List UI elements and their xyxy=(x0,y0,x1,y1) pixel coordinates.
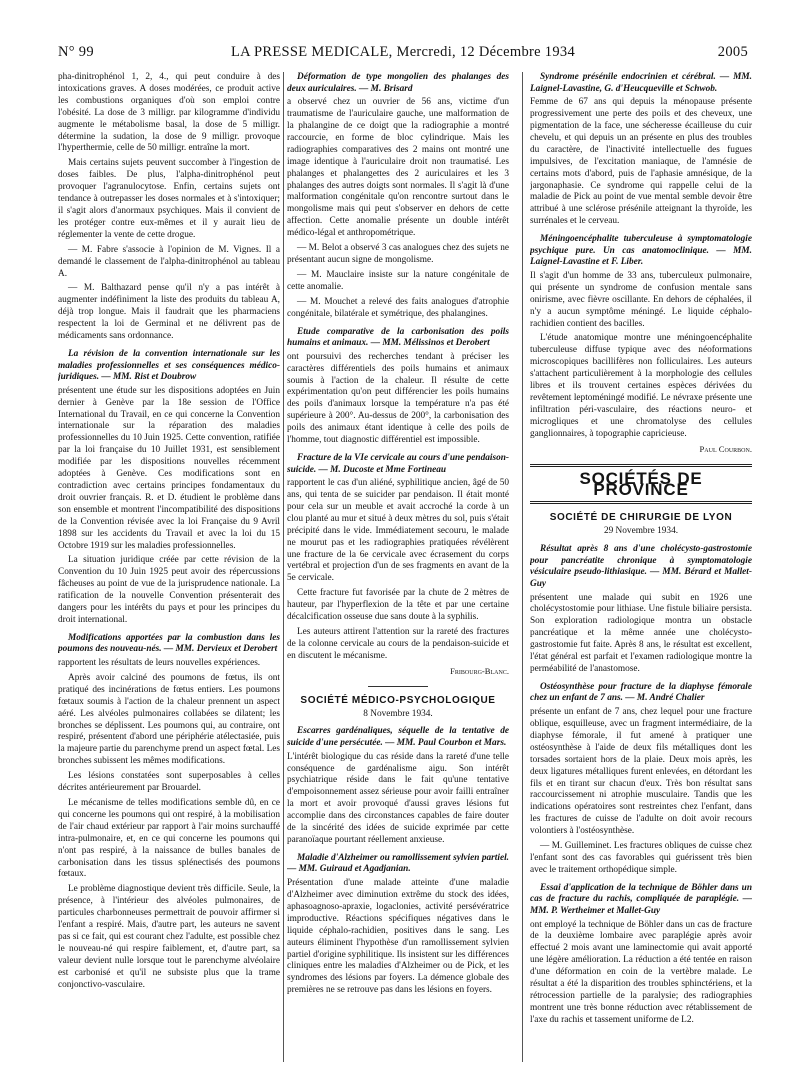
article-heading: Résultat après 8 ans d'une cholécysto-gastrostomie pour pancréatite chronique à symptomatologie vésiculaire pseudo-lithiasique. — MM. Bérard et Mallet-Guy xyxy=(530,544,752,589)
article-heading: Essai d'application de la technique de Böhler dans un cas de fracture du rachis, compliquée de paraplégie. — MM. P. Wertheimer et Mallet-Guy xyxy=(530,882,752,916)
paragraph: Les lésions constatées sont superposables à celles décrites antérieurement par Brouardel. xyxy=(58,771,280,794)
paragraph: Le problème diagnostique devient très difficile. Seule, la présence, à l'intérieur des alvéoles pulmonaires, de particules charbonneuses permettrait de pouvoir affirmer si l'enfant a respiré. Mais, d'autre part, les auteurs ne savent pas si ce fait, qui est courant chez l'adulte, est possible chez le nouveau-né qui respire faiblement, et, d'autre part, sa valeur devient nulle lorsque tout le parenchyme alvéolaire est carbonisé et qu'il ne subsiste plus que la trame conjonctivo-vasculaire. xyxy=(58,884,280,990)
paragraph: a observé chez un ouvrier de 56 ans, victime d'un traumatisme de l'auriculaire gauche, une malformation de la phalangine de ce doigt que la radiographie a montré raccourcie, en forme de bloc cylindrique. Mais les radiographies comparatives des 2 mains ont montré une image identique à l'auriculaire droit non traumatisé. Les phalanges et phalangettes des 2 auriculaires et les 3 phalanges des autres doigts sont normales. Il s'agit là d'une malformation congénitale qu'on rencontre surtout dans le mongolisme mais qui peut s'observer en dehors de cette affection. Cette anomalie présente un double intérêt médico-légal et anthropométrique. xyxy=(287,97,509,239)
society-heading: SOCIÉTÉ MÉDICO-PSYCHOLOGIQUE xyxy=(300,694,496,706)
article-heading: Ostéosynthèse pour fracture de la diaphyse fémorale chez un enfant de 7 ans. — M. André Chalier xyxy=(530,681,752,704)
column-divider xyxy=(522,72,523,1062)
article-heading: Maladie d'Alzheimer ou ramollissement sylvien partiel. — MM. Guiraud et Agadjanian. xyxy=(287,852,509,875)
paragraph: Présentation d'une malade atteinte d'une maladie d'Alzheimer avec diminution extrême du stock des idées, aphasoagnoso-apraxie, logaclonies, activité persévératrice improductive. Réactions spécifiques négatives dans le liquide céphalo-rachidien, positives dans le sang. Les auteurs éliminent l'hypothèse d'un ramollissement sylvien partiel d'origine syphilitique. Ils insistent sur les différences cliniques entre les maladies d'Alzheimer ou de Pick, et les syndromes des lésions par foyers. La démence globale des premières ne se retrouve pas dans les lésions en foyers. xyxy=(287,878,509,996)
paragraph: présentent une malade qui subit en 1926 une cholécystostomie pour lithiase. Une fistule biliaire persista. Son exploration radiologique montra un obstacle pancréatique et la même année une cholécysto-gastrostomie fut faite. Après 8 ans, le résultat est excellent, l'état général est parfait et l'examen radiologique montre la perméabilité de l'anastomose. xyxy=(530,592,752,674)
author-signature: Fribourg-Blanc. xyxy=(450,665,509,676)
paragraph: Le mécanisme de telles modifications semble dû, en ce qui concerne les poumons qui ont respiré, à la mobilisation de l'air chaud extérieur par rapport à l'air moins surchauffé intra-pulmonaire, et, en ce qui concerne les poumons qui n'ont pas respiré, à la naissance de bulles banales de carbonisation dans les tissus splénectisés des poumons fœtaux. xyxy=(58,798,280,880)
paragraph: présente un enfant de 7 ans, chez lequel pour une fracture oblique, esquilleuse, avec un fragment intermédiaire, de la diaphyse fémorale, il fut amené à pratiquer une ostéosynthèse à l'aide de deux fils métalliques dont les torsades sortaient hors de la plaie. Deux mois après, les deux ligatures métalliques furent enlevées, en détordant les fils et en tirant sur chacun d'eux. Très bon résultat sans raccourcissement ni atrophie musculaire. Tandis que les indications opératoires sont restreintes chez l'enfant, dans les fractures de cuisse de l'adulte on doit avoir recours volontiers à l'ostéosynthèse. xyxy=(530,707,752,837)
paragraph: Les auteurs attirent l'attention sur la rareté des fractures de la colonne cervicale au cours de la pendaison-suicide et en discutent le mécanisme. xyxy=(287,627,509,661)
issue-number: N° 99 xyxy=(58,44,94,60)
paragraph: — M. Belot a observé 3 cas analogues chez des sujets ne présentant aucun signe de mongolisme. xyxy=(287,243,509,265)
paragraph: — M. Mauclaire insiste sur la nature congénitale de cette anomalie. xyxy=(287,269,509,292)
paragraph: Femme de 67 ans qui depuis la ménopause présente progressivement une perte des poils et des cheveux, une pigmentation de la face, une sécheresse écailleuse du cuir chevelu, et qui depuis un an présente en plus des troubles du caractère, de l'inactivité intellectuelle des fugues impulsives, de l'excitation maniaque, de l'amnésie de certains mots d'abord, puis de l'aphasie amnésique, de la jargonaphasie. Ce syndrome qui rappelle celui de la maladie de Pick au point de vue mental semble devoir être attribué à une sclérose présénile atteignant la thyroïde, les surrénales et le cerveau. xyxy=(530,97,752,227)
paragraph: ont poursuivi des recherches tendant à préciser les caractères différentiels des poils humains et animaux soumis à l'action de la chaleur. Il résulte de cette expérimentation qu'on peut différencier les poils humains des poils d'animaux lorsque la température n'a pas été supérieure à 200°. Au-dessus de 200°, la carbonisation des poils des animaux étant identique à celle des poils de l'homme, tout diagnostic différentiel est impossible. xyxy=(287,351,509,446)
paragraph: — M. Guilleminet. Les fractures obliques de cuisse chez l'enfant sont des cas favorables qui guérissent très bien avec le traitement orthopédique simple. xyxy=(530,841,752,875)
author-signature: Paul Courbon. xyxy=(699,443,752,454)
session-date: 29 Novembre 1934. xyxy=(603,526,679,537)
paragraph: — M. Balthazard pense qu'il n'y a pas intérêt à augmenter indéfiniment la liste des produits du tableau A, déjà trop longue. Mais il faudrait que les pharmaciens respectent la loi de Germinal et ne délivrent pas de médicaments sans ordonnance. xyxy=(58,283,280,342)
article-heading: Fracture de la VIe cervicale au cours d'une pendaison-suicide. — M. Ducoste et Mme Fortineau xyxy=(287,452,509,475)
paragraph: rapportent le cas d'un aliéné, syphilitique ancien, âgé de 50 ans, qui tenta de se suicider par pendaison. Il était monté pour cela sur un meuble et avait accroché la corde à un clou planté au mur et situé à deux mètres du sol, puis s'était précipité dans le vide. Immédiatement secouru, le malade ne mourut pas et les radiographies pratiquées révélèrent une fracture de la 6e cervicale avec écrasement du corps vertébral et projection d'un de ses fragments en avant de la 5e cervicale. xyxy=(287,478,509,584)
paragraph: — M. Mouchet a relevé des faits analogues d'atrophie congénitale, bilatérale et symétrique, des phalangines. xyxy=(287,296,509,319)
paragraph: pha-dinitrophénol 1, 2, 4., qui peut conduire à des intoxications graves. A doses modérées, ce produit active les combustions organiques d'où son emploi contre l'obésité. La dose de 3 milligr. par kilogramme d'individu augmente le métabolisme basal, la dose de 5 milligr. détermine la sudation, la dose de 9 milligr. provoque l'hyperthermie, celle de 50 milligr. entraîne la mort. xyxy=(58,72,280,154)
paragraph: L'intérêt biologique du cas réside dans la rareté d'une telle conséquence de gardénalisme aigu. Son intérêt psychiatrique réside dans le fait qu'une tentative d'empoisonnement assez sérieuse pour avoir failli entraîner la mort et avoir provoqué d'aussi graves lésions fut accomplie dans des circonstances capables de faire douter de la sincérité des idées de suicide exprimée par cette paranoïaque pourtant réellement anxieuse. xyxy=(287,751,509,845)
article-heading: Méningoencéphalite tuberculeuse à symptomatologie psychique pure. Un cas anatomoclinique. — MM. Laignel-Lavastine et F. Liber. xyxy=(530,234,752,268)
section-banner: SOCIÉTÉS DE PROVINCE xyxy=(530,464,752,505)
paragraph: rapportent les résultats de leurs nouvelles expériences. xyxy=(58,658,261,669)
article-heading: Déformation de type mongolien des phalanges des deux auriculaires. — M. Brisard xyxy=(287,72,509,94)
paragraph: Cette fracture fut favorisée par la chute de 2 mètres de hauteur, par l'hyperflexion de la tête et par une certaine décalcification osseuse due sans doute à la syphilis. xyxy=(287,588,509,623)
article-heading: Escarres gardénaliques, séquelle de la tentative de suicide d'une persécutée. — MM. Paul Courbon et Mars. xyxy=(287,726,509,749)
section-separator xyxy=(368,686,428,687)
article-heading: Modifications apportées par la combustion dans les poumons des nouveau-nés. — MM. Dervieux et Derobert xyxy=(58,632,280,655)
society-heading: SOCIÉTÉ DE CHIRURGIE DE LYON xyxy=(549,512,733,524)
article-heading: Syndrome présénile endocrinien et cérébral. — MM. Laignel-Lavastine, G. d'Heucqueville et Schwob. xyxy=(530,72,752,94)
session-date: 8 Novembre 1934. xyxy=(363,708,433,719)
paragraph: L'étude anatomique montre une méningoencéphalite tuberculeuse diffuse typique avec des néoformations microscopiques bacillifères non folliculaires. Les auteurs s'attachent particulièrement à la morphologie des cellules libres et ils trouvent certaines espèces dérivées du revêtement leptoméningé modifié. Le névraxe présente une infiltration péri-vasculaire, des réactions neuro- et microgliques et une chromatolyse des cellules ganglionnaires, à topographie capricieuse. xyxy=(530,333,752,439)
page-header xyxy=(58,44,748,64)
publication-title: LA PRESSE MEDICALE, Mercredi, 12 Décembre 1934 xyxy=(230,44,576,60)
paragraph: présentent une étude sur les dispositions adoptées en Juin dernier à Genève par la 18e session de l'Office International du Travail, en ce qui concerne la Convention internationale sur la réparation des maladies professionnelles du 10 Juin 1925. Cette convention, ratifiée par la loi française du 10 Juillet 1931, est sensiblement modifiée par les dispositions nouvelles récemment adoptées à Genève. Ces modifications sont en contradiction avec certains principes fondamentaux du droit ouvrier français. R. et D. étudient le problème dans son ensemble et montrent l'incompatibilité des dispositions de la Convention révisée avec la loi Française du 9 Avril 1898 sur les accidents du Travail et avec la loi du 15 Octobre 1919 sur les maladies professionnelles. xyxy=(58,385,280,551)
paragraph: La situation juridique créée par cette révision de la Convention du 10 Juin 1925 peut avoir des répercussions fâcheuses au point de vue de la jurisprudence nationale. La ratification de la nouvelle Convention présenterait des dangers pour les intérêts du pays et pour les principes du droit international. xyxy=(58,555,280,625)
column-divider xyxy=(283,72,284,1062)
article-heading: Etude comparative de la carbonisation des poils humains et animaux. — MM. Mélissinos et Derobert xyxy=(287,326,509,349)
paragraph: — M. Fabre s'associe à l'opinion de M. Vignes. Il a demandé le classement de l'alpha-dinitrophénol au tableau A. xyxy=(58,244,280,279)
column-3 xyxy=(530,72,752,1068)
paragraph: ont employé la technique de Böhler dans un cas de fracture de la deuxième lombaire avec paraplégie après avoir effectué 2 mois avant une laminectomie qui avait apporté une légère amélioration. La réduction a été tentée en raison d'une déformation en coin de la vertèbre malade. Le résultat a été la disparition des troubles sphinctériens, et la rétrocession partielle de la paralysie; des radiographies montrent une très bonne réduction avec rétablissement de l'axe du rachis et tassement uniforme de L2. xyxy=(530,919,752,1025)
column-1 xyxy=(58,72,280,1068)
page-number: 2005 xyxy=(717,44,748,60)
article-heading: La révision de la convention internationale sur les maladies professionnelles et ses conséquences médico-juridiques. — MM. Rist et Doubrow xyxy=(58,348,280,383)
paragraph: Mais certains sujets peuvent succomber à l'ingestion de doses faibles. De plus, l'alpha-dinitrophénol peut provoquer l'agranulocytose. Enfin, certains sujets ont tendance à outrepasser les doses normales et à s'intoxiquer; il s'agit alors d'anormaux psychiques. Mais il convient de les protéger contre eux-mêmes et il y aurait lieu de réglementer la vente de cette drogue. xyxy=(58,158,280,240)
column-2 xyxy=(287,72,509,1068)
paragraph: Après avoir calciné des poumons de fœtus, ils ont pratiqué des incinérations de fœtus entiers. Les poumons fœtaux soumis à l'action de la chaleur prennent un aspect aéré. Les alvéoles pulmonaires collabées se dilatent; les bronches se déplissent. Les poumons qui, au contraire, ont respiré, présentent d'abord une périphérie atélectasiée, puis la majeure partie du parenchyme prend un aspect fœtal. Les bronches subissent les mêmes modifications. xyxy=(58,672,280,767)
paragraph: Il s'agit d'un homme de 33 ans, tuberculeux pulmonaire, qui présente un syndrome de confusion mentale sans onirisme, avec fièvre oscillante. En dehors de céphalées, il n'y a aucun symptôme méningé. Le liquide céphalo-rachidien contient des bacilles. xyxy=(530,270,752,329)
